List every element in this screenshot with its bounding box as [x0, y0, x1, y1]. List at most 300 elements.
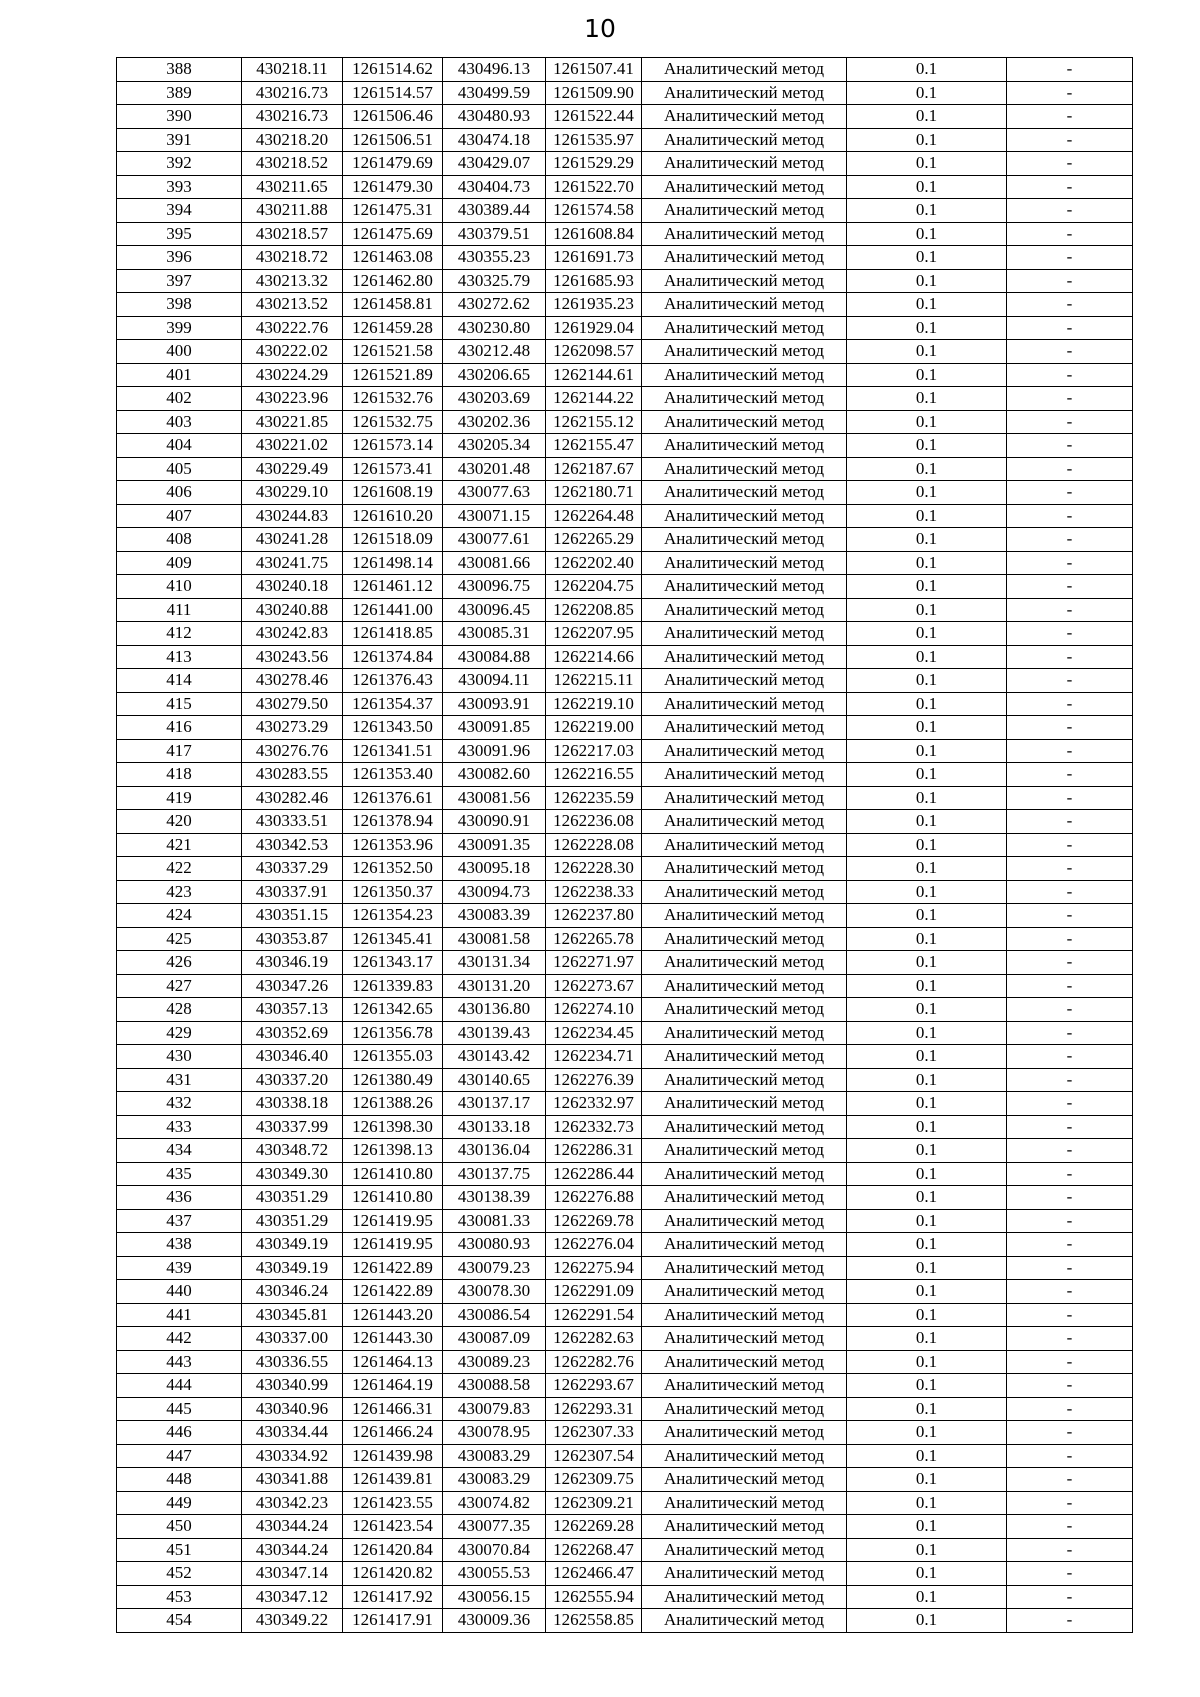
- note-cell: -: [1007, 645, 1133, 669]
- x1-cell: 430211.88: [242, 199, 343, 223]
- y1-cell: 1261419.95: [343, 1209, 443, 1233]
- y1-cell: 1261354.23: [343, 904, 443, 928]
- y1-cell: 1261380.49: [343, 1068, 443, 1092]
- y2-cell: 1262234.71: [546, 1045, 642, 1069]
- y1-cell: 1261356.78: [343, 1021, 443, 1045]
- y2-cell: 1262293.31: [546, 1397, 642, 1421]
- point-number-cell: 397: [117, 269, 242, 293]
- y1-cell: 1261506.46: [343, 105, 443, 129]
- table-row: [117, 1233, 1133, 1257]
- x1-cell: 430344.24: [242, 1538, 343, 1562]
- method-cell: Аналитический метод: [642, 1186, 847, 1210]
- accuracy-cell: 0.1: [847, 1021, 1007, 1045]
- y2-cell: 1262204.75: [546, 575, 642, 599]
- note-cell: -: [1007, 1585, 1133, 1609]
- y2-cell: 1262273.67: [546, 974, 642, 998]
- y1-cell: 1261518.09: [343, 528, 443, 552]
- accuracy-cell: 0.1: [847, 81, 1007, 105]
- y1-cell: 1261398.30: [343, 1115, 443, 1139]
- point-number-cell: 448: [117, 1468, 242, 1492]
- table-row: [117, 1350, 1133, 1374]
- x2-cell: 430081.58: [443, 927, 546, 951]
- x2-cell: 430136.04: [443, 1139, 546, 1163]
- y2-cell: 1262208.85: [546, 598, 642, 622]
- x2-cell: 430474.18: [443, 128, 546, 152]
- accuracy-cell: 0.1: [847, 58, 1007, 82]
- y1-cell: 1261398.13: [343, 1139, 443, 1163]
- x2-cell: 430480.93: [443, 105, 546, 129]
- point-number-cell: 390: [117, 105, 242, 129]
- x2-cell: 430086.54: [443, 1303, 546, 1327]
- table-row: [117, 504, 1133, 528]
- x1-cell: 430276.76: [242, 739, 343, 763]
- accuracy-cell: 0.1: [847, 1139, 1007, 1163]
- point-number-cell: 445: [117, 1397, 242, 1421]
- y1-cell: 1261573.41: [343, 457, 443, 481]
- y2-cell: 1262264.48: [546, 504, 642, 528]
- x1-cell: 430346.40: [242, 1045, 343, 1069]
- point-number-cell: 438: [117, 1233, 242, 1257]
- y1-cell: 1261610.20: [343, 504, 443, 528]
- note-cell: -: [1007, 669, 1133, 693]
- y2-cell: 1261507.41: [546, 58, 642, 82]
- method-cell: Аналитический метод: [642, 81, 847, 105]
- x1-cell: 430347.14: [242, 1562, 343, 1586]
- accuracy-cell: 0.1: [847, 105, 1007, 129]
- x1-cell: 430337.91: [242, 880, 343, 904]
- x1-cell: 430336.55: [242, 1350, 343, 1374]
- y1-cell: 1261475.31: [343, 199, 443, 223]
- note-cell: -: [1007, 1092, 1133, 1116]
- coordinates-table: [116, 57, 1133, 1633]
- note-cell: -: [1007, 1515, 1133, 1539]
- y1-cell: 1261458.81: [343, 293, 443, 317]
- table-row: [117, 1092, 1133, 1116]
- table-row: [117, 575, 1133, 599]
- x2-cell: 430379.51: [443, 222, 546, 246]
- y2-cell: 1262155.47: [546, 434, 642, 458]
- method-cell: Аналитический метод: [642, 387, 847, 411]
- method-cell: Аналитический метод: [642, 1115, 847, 1139]
- table-row: [117, 1444, 1133, 1468]
- x2-cell: 430496.13: [443, 58, 546, 82]
- x2-cell: 430133.18: [443, 1115, 546, 1139]
- method-cell: Аналитический метод: [642, 645, 847, 669]
- point-number-cell: 433: [117, 1115, 242, 1139]
- table-row: [117, 598, 1133, 622]
- x1-cell: 430351.29: [242, 1186, 343, 1210]
- y2-cell: 1262282.63: [546, 1327, 642, 1351]
- point-number-cell: 409: [117, 551, 242, 575]
- method-cell: Аналитический метод: [642, 669, 847, 693]
- note-cell: -: [1007, 1233, 1133, 1257]
- point-number-cell: 432: [117, 1092, 242, 1116]
- y2-cell: 1262275.94: [546, 1256, 642, 1280]
- method-cell: Аналитический метод: [642, 410, 847, 434]
- y2-cell: 1262558.85: [546, 1609, 642, 1633]
- y2-cell: 1261685.93: [546, 269, 642, 293]
- y1-cell: 1261420.84: [343, 1538, 443, 1562]
- y2-cell: 1262286.44: [546, 1162, 642, 1186]
- y2-cell: 1262187.67: [546, 457, 642, 481]
- point-number-cell: 444: [117, 1374, 242, 1398]
- accuracy-cell: 0.1: [847, 1468, 1007, 1492]
- y1-cell: 1261419.95: [343, 1233, 443, 1257]
- accuracy-cell: 0.1: [847, 528, 1007, 552]
- method-cell: Аналитический метод: [642, 951, 847, 975]
- table-row: [117, 1139, 1133, 1163]
- table-row: [117, 1609, 1133, 1633]
- table-row: [117, 998, 1133, 1022]
- table-row: [117, 1162, 1133, 1186]
- point-number-cell: 415: [117, 692, 242, 716]
- accuracy-cell: 0.1: [847, 857, 1007, 881]
- x2-cell: 430131.20: [443, 974, 546, 998]
- method-cell: Аналитический метод: [642, 974, 847, 998]
- accuracy-cell: 0.1: [847, 1327, 1007, 1351]
- note-cell: -: [1007, 293, 1133, 317]
- x1-cell: 430346.19: [242, 951, 343, 975]
- accuracy-cell: 0.1: [847, 434, 1007, 458]
- accuracy-cell: 0.1: [847, 880, 1007, 904]
- table-row: [117, 1256, 1133, 1280]
- table-row: [117, 1491, 1133, 1515]
- x1-cell: 430342.23: [242, 1491, 343, 1515]
- x1-cell: 430347.12: [242, 1585, 343, 1609]
- accuracy-cell: 0.1: [847, 739, 1007, 763]
- x2-cell: 430079.83: [443, 1397, 546, 1421]
- y1-cell: 1261355.03: [343, 1045, 443, 1069]
- accuracy-cell: 0.1: [847, 951, 1007, 975]
- accuracy-cell: 0.1: [847, 340, 1007, 364]
- point-number-cell: 413: [117, 645, 242, 669]
- x2-cell: 430203.69: [443, 387, 546, 411]
- accuracy-cell: 0.1: [847, 1491, 1007, 1515]
- y2-cell: 1262144.61: [546, 363, 642, 387]
- table-row: [117, 81, 1133, 105]
- table-row: [117, 175, 1133, 199]
- x1-cell: 430347.26: [242, 974, 343, 998]
- method-cell: Аналитический метод: [642, 528, 847, 552]
- method-cell: Аналитический метод: [642, 1233, 847, 1257]
- y1-cell: 1261464.19: [343, 1374, 443, 1398]
- y1-cell: 1261422.89: [343, 1256, 443, 1280]
- point-number-cell: 418: [117, 763, 242, 787]
- y1-cell: 1261417.91: [343, 1609, 443, 1633]
- point-number-cell: 426: [117, 951, 242, 975]
- table-row: [117, 410, 1133, 434]
- accuracy-cell: 0.1: [847, 1068, 1007, 1092]
- x2-cell: 430093.91: [443, 692, 546, 716]
- x2-cell: 430009.36: [443, 1609, 546, 1633]
- note-cell: -: [1007, 1021, 1133, 1045]
- y1-cell: 1261514.62: [343, 58, 443, 82]
- accuracy-cell: 0.1: [847, 786, 1007, 810]
- y1-cell: 1261521.89: [343, 363, 443, 387]
- y1-cell: 1261462.80: [343, 269, 443, 293]
- y1-cell: 1261479.30: [343, 175, 443, 199]
- x2-cell: 430272.62: [443, 293, 546, 317]
- y2-cell: 1262286.31: [546, 1139, 642, 1163]
- accuracy-cell: 0.1: [847, 1374, 1007, 1398]
- x2-cell: 430082.60: [443, 763, 546, 787]
- accuracy-cell: 0.1: [847, 410, 1007, 434]
- x1-cell: 430244.83: [242, 504, 343, 528]
- y1-cell: 1261532.75: [343, 410, 443, 434]
- x2-cell: 430140.65: [443, 1068, 546, 1092]
- point-number-cell: 389: [117, 81, 242, 105]
- table-row: [117, 481, 1133, 505]
- point-number-cell: 449: [117, 1491, 242, 1515]
- x1-cell: 430283.55: [242, 763, 343, 787]
- table-row: [117, 340, 1133, 364]
- x1-cell: 430241.75: [242, 551, 343, 575]
- note-cell: -: [1007, 387, 1133, 411]
- note-cell: -: [1007, 1186, 1133, 1210]
- x2-cell: 430137.17: [443, 1092, 546, 1116]
- note-cell: -: [1007, 927, 1133, 951]
- method-cell: Аналитический метод: [642, 222, 847, 246]
- y1-cell: 1261521.58: [343, 340, 443, 364]
- note-cell: -: [1007, 1491, 1133, 1515]
- point-number-cell: 437: [117, 1209, 242, 1233]
- method-cell: Аналитический метод: [642, 1068, 847, 1092]
- accuracy-cell: 0.1: [847, 316, 1007, 340]
- y1-cell: 1261345.41: [343, 927, 443, 951]
- y2-cell: 1262269.28: [546, 1515, 642, 1539]
- table-row: [117, 1280, 1133, 1304]
- x1-cell: 430273.29: [242, 716, 343, 740]
- accuracy-cell: 0.1: [847, 246, 1007, 270]
- point-number-cell: 422: [117, 857, 242, 881]
- x2-cell: 430089.23: [443, 1350, 546, 1374]
- y1-cell: 1261423.54: [343, 1515, 443, 1539]
- x1-cell: 430224.29: [242, 363, 343, 387]
- table-row: [117, 199, 1133, 223]
- y2-cell: 1262291.09: [546, 1280, 642, 1304]
- y2-cell: 1261929.04: [546, 316, 642, 340]
- y2-cell: 1262144.22: [546, 387, 642, 411]
- x1-cell: 430340.99: [242, 1374, 343, 1398]
- accuracy-cell: 0.1: [847, 387, 1007, 411]
- note-cell: -: [1007, 105, 1133, 129]
- accuracy-cell: 0.1: [847, 575, 1007, 599]
- table-row: [117, 951, 1133, 975]
- y2-cell: 1262293.67: [546, 1374, 642, 1398]
- note-cell: -: [1007, 551, 1133, 575]
- x1-cell: 430351.15: [242, 904, 343, 928]
- note-cell: -: [1007, 410, 1133, 434]
- y1-cell: 1261443.30: [343, 1327, 443, 1351]
- table-row: [117, 880, 1133, 904]
- point-number-cell: 430: [117, 1045, 242, 1069]
- y1-cell: 1261441.00: [343, 598, 443, 622]
- table-row: [117, 1045, 1133, 1069]
- table-row: [117, 1327, 1133, 1351]
- y2-cell: 1262207.95: [546, 622, 642, 646]
- x1-cell: 430351.29: [242, 1209, 343, 1233]
- x1-cell: 430216.73: [242, 105, 343, 129]
- table-row: [117, 1374, 1133, 1398]
- point-number-cell: 419: [117, 786, 242, 810]
- y2-cell: 1262098.57: [546, 340, 642, 364]
- table-row: [117, 622, 1133, 646]
- x2-cell: 430131.34: [443, 951, 546, 975]
- accuracy-cell: 0.1: [847, 457, 1007, 481]
- y2-cell: 1262282.76: [546, 1350, 642, 1374]
- table-row: [117, 927, 1133, 951]
- accuracy-cell: 0.1: [847, 222, 1007, 246]
- x1-cell: 430337.00: [242, 1327, 343, 1351]
- table-row: [117, 669, 1133, 693]
- note-cell: -: [1007, 998, 1133, 1022]
- x1-cell: 430278.46: [242, 669, 343, 693]
- note-cell: -: [1007, 1350, 1133, 1374]
- method-cell: Аналитический метод: [642, 481, 847, 505]
- accuracy-cell: 0.1: [847, 293, 1007, 317]
- accuracy-cell: 0.1: [847, 1421, 1007, 1445]
- x1-cell: 430353.87: [242, 927, 343, 951]
- y1-cell: 1261466.31: [343, 1397, 443, 1421]
- y2-cell: 1262271.97: [546, 951, 642, 975]
- accuracy-cell: 0.1: [847, 904, 1007, 928]
- point-number-cell: 396: [117, 246, 242, 270]
- x2-cell: 430137.75: [443, 1162, 546, 1186]
- y1-cell: 1261466.24: [343, 1421, 443, 1445]
- y2-cell: 1262309.75: [546, 1468, 642, 1492]
- x2-cell: 430429.07: [443, 152, 546, 176]
- method-cell: Аналитический метод: [642, 1256, 847, 1280]
- method-cell: Аналитический метод: [642, 293, 847, 317]
- y2-cell: 1261935.23: [546, 293, 642, 317]
- y2-cell: 1262332.97: [546, 1092, 642, 1116]
- point-number-cell: 411: [117, 598, 242, 622]
- y1-cell: 1261573.14: [343, 434, 443, 458]
- x2-cell: 430202.36: [443, 410, 546, 434]
- x1-cell: 430229.10: [242, 481, 343, 505]
- x1-cell: 430218.57: [242, 222, 343, 246]
- method-cell: Аналитический метод: [642, 622, 847, 646]
- table-row: [117, 1585, 1133, 1609]
- note-cell: -: [1007, 1421, 1133, 1445]
- y1-cell: 1261418.85: [343, 622, 443, 646]
- method-cell: Аналитический метод: [642, 1421, 847, 1445]
- x2-cell: 430091.96: [443, 739, 546, 763]
- point-number-cell: 429: [117, 1021, 242, 1045]
- method-cell: Аналитический метод: [642, 152, 847, 176]
- accuracy-cell: 0.1: [847, 716, 1007, 740]
- table-row: [117, 786, 1133, 810]
- method-cell: Аналитический метод: [642, 810, 847, 834]
- method-cell: Аналитический метод: [642, 1139, 847, 1163]
- table-row: [117, 58, 1133, 82]
- table-body: [117, 58, 1133, 1633]
- x2-cell: 430080.93: [443, 1233, 546, 1257]
- y2-cell: 1261691.73: [546, 246, 642, 270]
- table-row: [117, 1209, 1133, 1233]
- y2-cell: 1262202.40: [546, 551, 642, 575]
- point-number-cell: 404: [117, 434, 242, 458]
- note-cell: -: [1007, 692, 1133, 716]
- point-number-cell: 398: [117, 293, 242, 317]
- point-number-cell: 452: [117, 1562, 242, 1586]
- x1-cell: 430218.20: [242, 128, 343, 152]
- note-cell: -: [1007, 904, 1133, 928]
- y1-cell: 1261506.51: [343, 128, 443, 152]
- x1-cell: 430218.52: [242, 152, 343, 176]
- table-row: [117, 1515, 1133, 1539]
- table-row: [117, 293, 1133, 317]
- method-cell: Аналитический метод: [642, 58, 847, 82]
- x2-cell: 430078.95: [443, 1421, 546, 1445]
- x2-cell: 430077.61: [443, 528, 546, 552]
- accuracy-cell: 0.1: [847, 598, 1007, 622]
- table-row: [117, 105, 1133, 129]
- point-number-cell: 408: [117, 528, 242, 552]
- table-row: [117, 904, 1133, 928]
- x2-cell: 430055.53: [443, 1562, 546, 1586]
- method-cell: Аналитический метод: [642, 1609, 847, 1633]
- point-number-cell: 399: [117, 316, 242, 340]
- method-cell: Аналитический метод: [642, 739, 847, 763]
- note-cell: -: [1007, 1562, 1133, 1586]
- table-row: [117, 1303, 1133, 1327]
- point-number-cell: 420: [117, 810, 242, 834]
- x1-cell: 430337.99: [242, 1115, 343, 1139]
- x2-cell: 430139.43: [443, 1021, 546, 1045]
- note-cell: -: [1007, 481, 1133, 505]
- y1-cell: 1261410.80: [343, 1186, 443, 1210]
- y1-cell: 1261461.12: [343, 575, 443, 599]
- note-cell: -: [1007, 269, 1133, 293]
- accuracy-cell: 0.1: [847, 504, 1007, 528]
- y2-cell: 1262228.30: [546, 857, 642, 881]
- point-number-cell: 443: [117, 1350, 242, 1374]
- point-number-cell: 442: [117, 1327, 242, 1351]
- method-cell: Аналитический метод: [642, 1162, 847, 1186]
- accuracy-cell: 0.1: [847, 175, 1007, 199]
- y2-cell: 1262155.12: [546, 410, 642, 434]
- table-row: [117, 222, 1133, 246]
- x1-cell: 430218.11: [242, 58, 343, 82]
- x2-cell: 430094.73: [443, 880, 546, 904]
- accuracy-cell: 0.1: [847, 1515, 1007, 1539]
- accuracy-cell: 0.1: [847, 833, 1007, 857]
- table-row: [117, 810, 1133, 834]
- y2-cell: 1262234.45: [546, 1021, 642, 1045]
- x1-cell: 430213.32: [242, 269, 343, 293]
- method-cell: Аналитический метод: [642, 199, 847, 223]
- y1-cell: 1261608.19: [343, 481, 443, 505]
- x1-cell: 430344.24: [242, 1515, 343, 1539]
- y1-cell: 1261498.14: [343, 551, 443, 575]
- x1-cell: 430349.19: [242, 1256, 343, 1280]
- y2-cell: 1262237.80: [546, 904, 642, 928]
- note-cell: -: [1007, 857, 1133, 881]
- method-cell: Аналитический метод: [642, 1303, 847, 1327]
- note-cell: -: [1007, 951, 1133, 975]
- y2-cell: 1262180.71: [546, 481, 642, 505]
- x2-cell: 430083.29: [443, 1468, 546, 1492]
- point-number-cell: 412: [117, 622, 242, 646]
- table-row: [117, 692, 1133, 716]
- x1-cell: 430349.30: [242, 1162, 343, 1186]
- point-number-cell: 406: [117, 481, 242, 505]
- x2-cell: 430071.15: [443, 504, 546, 528]
- x1-cell: 430211.65: [242, 175, 343, 199]
- x1-cell: 430337.29: [242, 857, 343, 881]
- point-number-cell: 423: [117, 880, 242, 904]
